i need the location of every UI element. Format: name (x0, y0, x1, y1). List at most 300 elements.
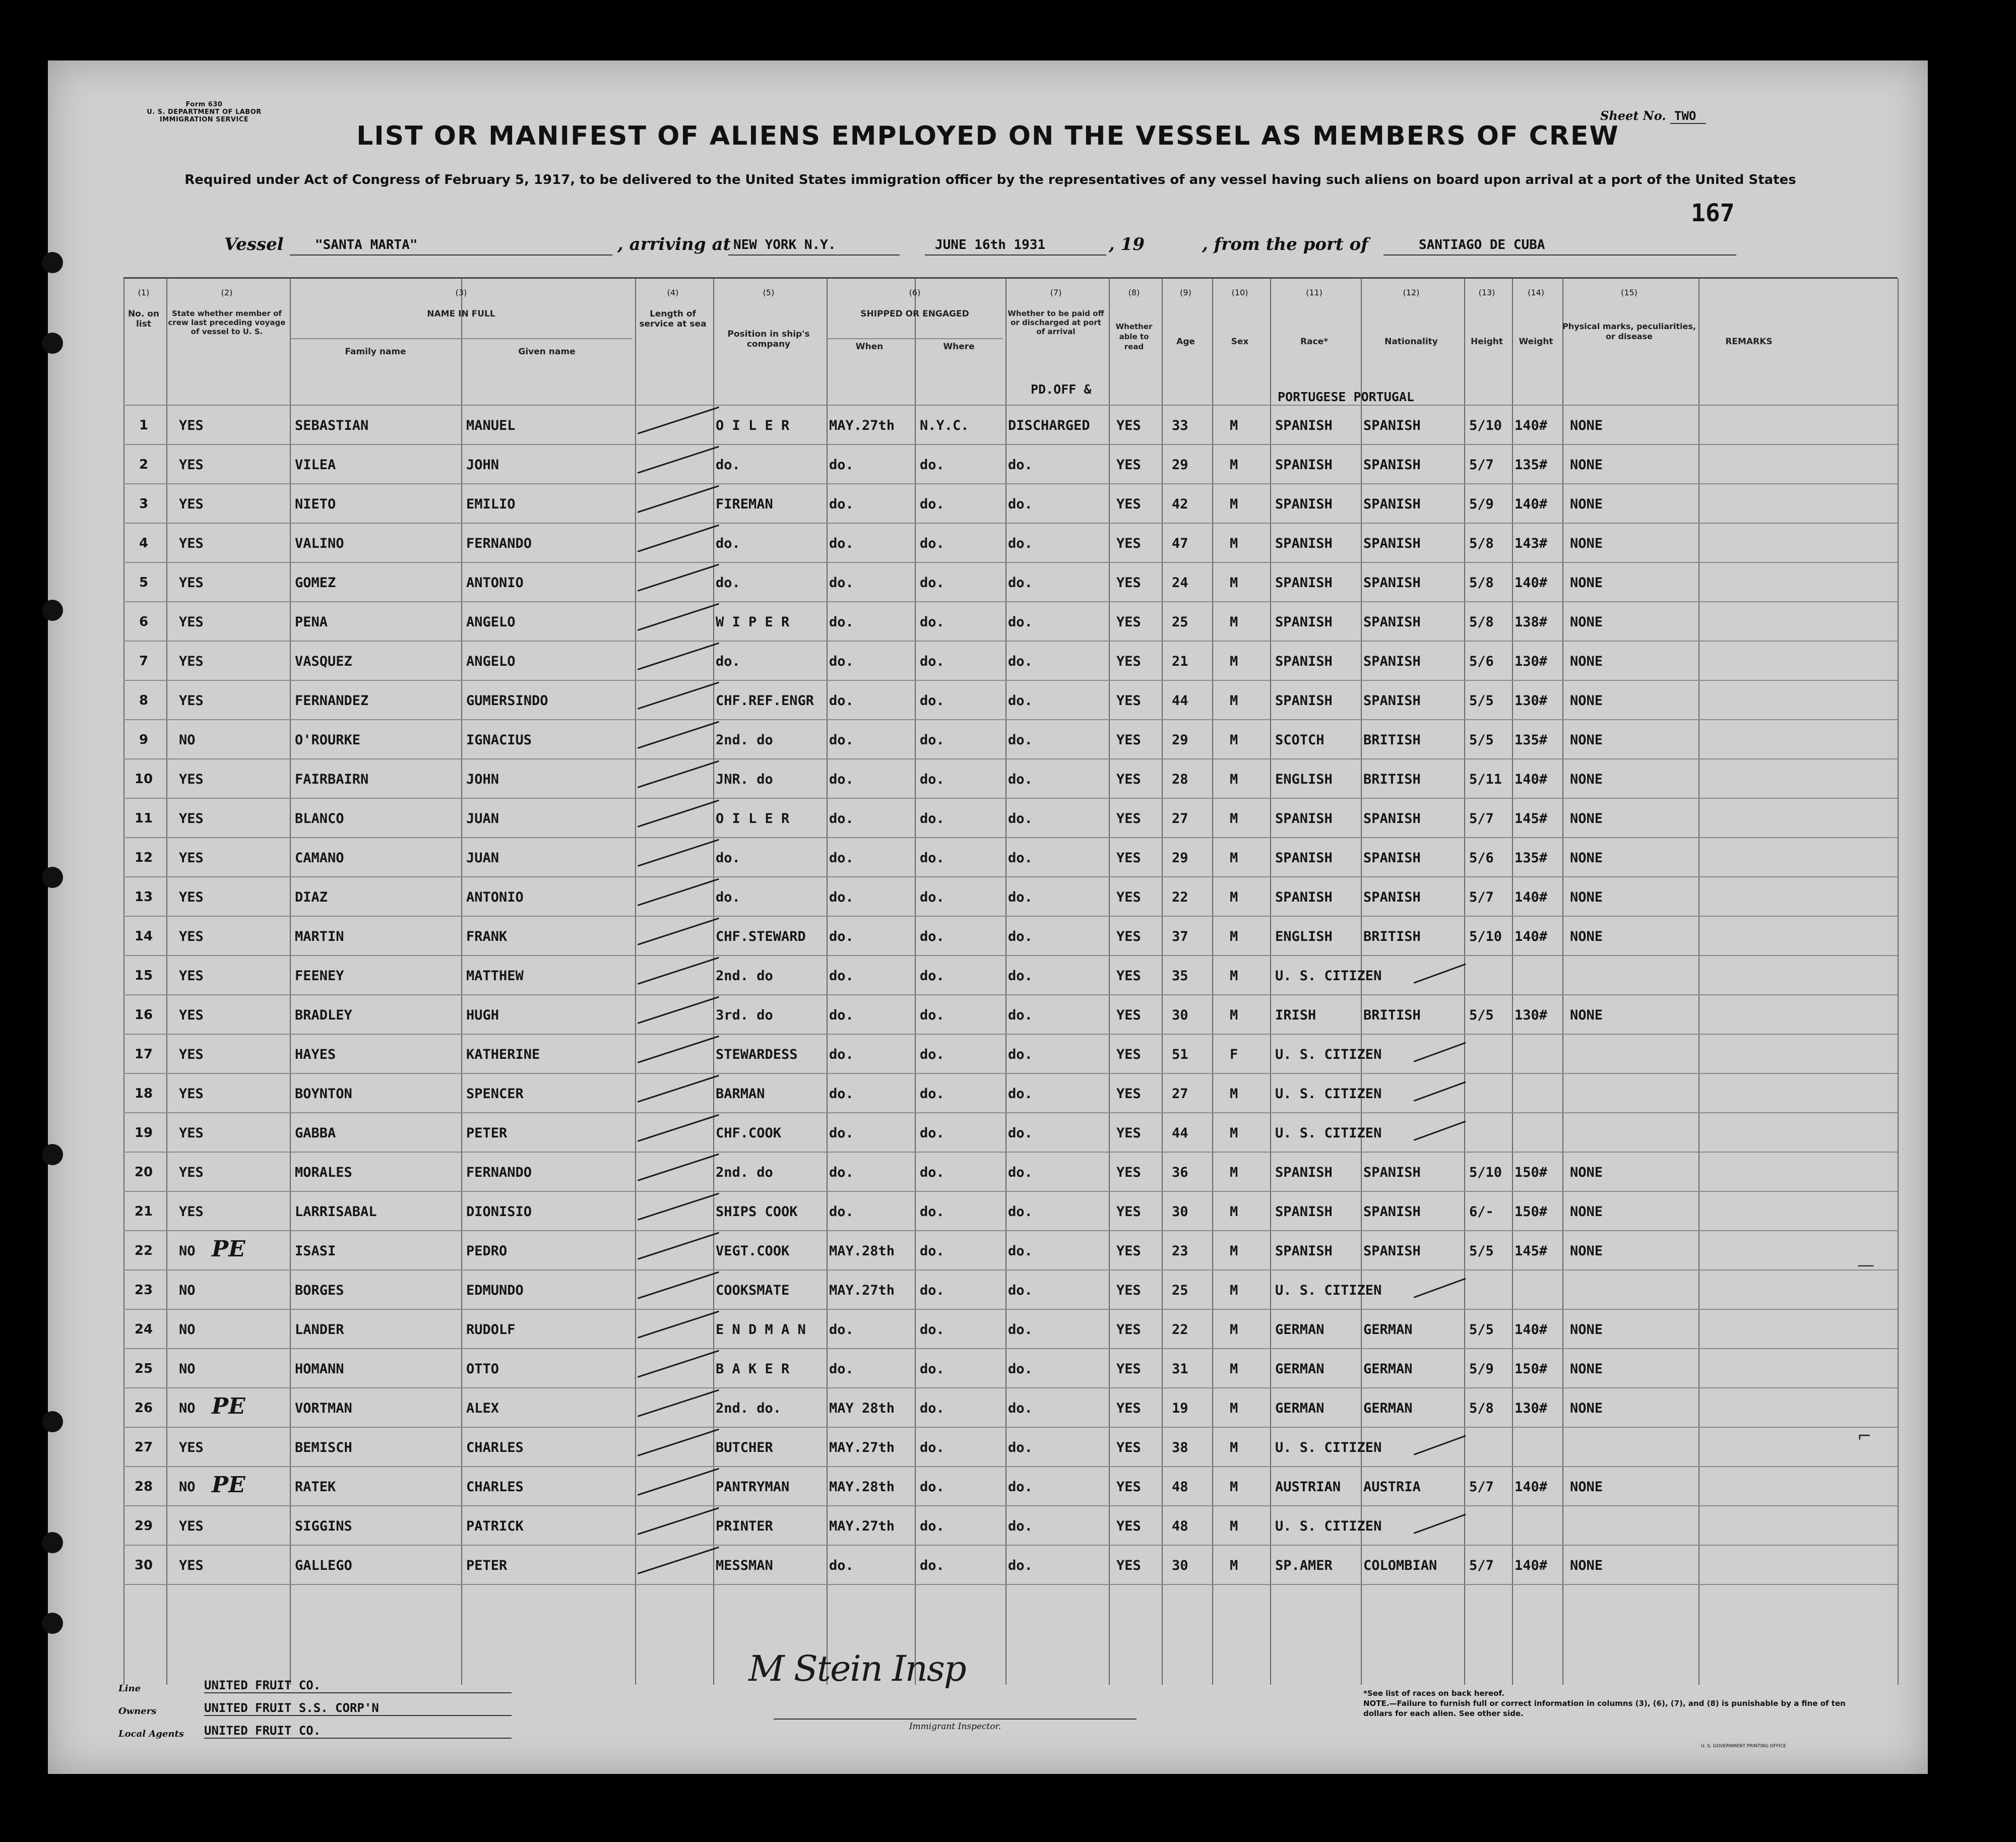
when-cell: MAY.27th (829, 1283, 895, 1298)
given-name-cell: OTTO (466, 1361, 499, 1377)
marks-cell: NONE (1570, 850, 1603, 866)
check-stroke (638, 1272, 720, 1299)
when-cell: MAY.27th (829, 1440, 895, 1455)
row-rule (123, 523, 1898, 524)
family-name-cell: FEENEY (295, 968, 344, 984)
marks-cell: NONE (1570, 693, 1603, 709)
paid-off-cell: do. (1008, 890, 1033, 905)
read-cell: YES (1116, 496, 1141, 512)
punch-hole (42, 333, 63, 354)
weight-cell: 140# (1515, 1558, 1548, 1573)
when-cell: do. (829, 850, 854, 866)
when-cell: MAY.28th (829, 1479, 895, 1495)
weight-cell: 140# (1515, 772, 1548, 787)
when-cell: do. (829, 1125, 854, 1141)
where-cell: do. (920, 1283, 944, 1298)
family-name-cell: MARTIN (295, 929, 344, 944)
year-label: , 19 (1109, 234, 1145, 255)
race-cell: GERMAN (1275, 1322, 1325, 1338)
row-number: 3 (139, 496, 149, 512)
citizen-stroke (1413, 1435, 1466, 1455)
race-cell: GERMAN (1275, 1401, 1325, 1416)
nationality-cell: AUSTRIA (1363, 1479, 1421, 1495)
row-rule (123, 1348, 1898, 1349)
paid-off-cell: do. (1008, 772, 1033, 787)
check-stroke (638, 1429, 720, 1456)
header-sex: Sex (1231, 337, 1249, 347)
row-rule (123, 1152, 1898, 1153)
nationality-cell: SPANISH (1363, 575, 1421, 591)
col-number: (8) (1128, 288, 1140, 297)
line-value: UNITED FRUIT CO. (204, 1678, 512, 1693)
prev-voyage-cell: YES (179, 575, 204, 591)
weight-cell: 145# (1515, 1243, 1548, 1259)
paid-off-cell: do. (1008, 693, 1033, 709)
prev-voyage-cell: YES (179, 1007, 204, 1023)
paid-off-cell: do. (1008, 1283, 1033, 1298)
where-cell: do. (920, 1007, 944, 1023)
paid-off-cell: do. (1008, 968, 1033, 984)
margin-note: ⌐ (1857, 1426, 1872, 1446)
crew-table (123, 277, 1898, 1685)
header-no: No. on list (128, 309, 160, 329)
marks-cell: NONE (1570, 1558, 1603, 1573)
height-cell: 5/8 (1469, 575, 1494, 591)
column-rule (1464, 279, 1465, 1685)
family-name-cell: SIGGINS (295, 1518, 352, 1534)
read-cell: YES (1116, 418, 1141, 433)
nationality-cell: BRITISH (1363, 772, 1421, 787)
race-cell: U. S. CITIZEN (1275, 1086, 1382, 1102)
where-cell: do. (920, 614, 944, 630)
sex-cell: M (1230, 732, 1238, 748)
family-name-cell: HAYES (295, 1047, 336, 1062)
owners-value: UNITED FRUIT S.S. CORP'N (204, 1701, 512, 1716)
prev-voyage-cell: YES (179, 850, 204, 866)
header-name: NAME IN FULL (427, 309, 495, 319)
given-name-cell: JOHN (466, 772, 499, 787)
height-cell: 5/9 (1469, 496, 1494, 512)
header-weight: Weight (1519, 337, 1553, 347)
nationality-cell: SPANISH (1363, 1165, 1421, 1180)
marks-cell: NONE (1570, 1361, 1603, 1377)
inspector-signature: M Stein Insp (748, 1648, 966, 1689)
read-cell: YES (1116, 693, 1141, 709)
height-cell: 5/8 (1469, 614, 1494, 630)
read-cell: YES (1116, 1204, 1141, 1220)
prev-voyage-cell: YES (179, 614, 204, 630)
weight-cell: 130# (1515, 654, 1548, 669)
read-cell: YES (1116, 1283, 1141, 1298)
height-cell: 5/7 (1469, 890, 1494, 905)
prev-voyage-cell: YES (179, 457, 204, 473)
position-cell: CHF.REF.ENGR (716, 693, 814, 709)
punch-hole (42, 1613, 63, 1634)
sex-cell: M (1230, 1007, 1238, 1023)
where-cell: do. (920, 1086, 944, 1102)
where-cell: do. (920, 1125, 944, 1141)
family-name-cell: NIETO (295, 496, 336, 512)
position-cell: BUTCHER (716, 1440, 773, 1455)
paid-off-cell: do. (1008, 1125, 1033, 1141)
agents-value: UNITED FRUIT CO. (204, 1724, 512, 1739)
age-cell: 25 (1172, 1283, 1188, 1298)
age-cell: 23 (1172, 1243, 1188, 1259)
position-cell: PANTRYMAN (716, 1479, 790, 1495)
check-stroke (638, 918, 720, 945)
sex-cell: M (1230, 575, 1238, 591)
position-cell: W I P E R (716, 614, 790, 630)
sex-cell: M (1230, 496, 1238, 512)
height-cell: 5/7 (1469, 1479, 1494, 1495)
row-number: 30 (134, 1558, 153, 1573)
when-cell: do. (829, 1204, 854, 1220)
header-physical-marks: Physical marks, peculiarities, or disease (1562, 322, 1696, 341)
when-cell: do. (829, 1361, 854, 1377)
prev-voyage-cell: YES (179, 1165, 204, 1180)
paid-off-cell: do. (1008, 614, 1033, 630)
column-rule (827, 279, 828, 1685)
weight-cell: 150# (1515, 1165, 1548, 1180)
underline (290, 255, 612, 256)
where-cell: do. (920, 1401, 944, 1416)
paid-off-cell: do. (1008, 1518, 1033, 1534)
family-name-cell: BOYNTON (295, 1086, 352, 1102)
form-id: Form 630 (185, 101, 223, 108)
read-cell: YES (1116, 1047, 1141, 1062)
header-race: Race* (1300, 337, 1329, 347)
prev-voyage-cell: YES (179, 1047, 204, 1062)
nationality-cell: SPANISH (1363, 457, 1421, 473)
family-name-cell: VALINO (295, 536, 344, 551)
when-cell: do. (829, 732, 854, 748)
header-height: Height (1471, 337, 1503, 347)
when-cell: MAY.28th (829, 1243, 895, 1259)
row-rule (123, 1191, 1898, 1192)
row-number: 16 (134, 1007, 153, 1023)
given-name-cell: CHARLES (466, 1479, 524, 1495)
family-name-cell: BORGES (295, 1283, 344, 1298)
row-number: 22 (134, 1243, 153, 1258)
given-name-cell: EDMUNDO (466, 1283, 524, 1298)
age-cell: 30 (1172, 1204, 1188, 1220)
where-cell: do. (920, 732, 944, 748)
height-cell: 5/11 (1469, 772, 1502, 787)
pe-handwritten-mark: PE (212, 1236, 245, 1262)
weight-cell: 140# (1515, 890, 1548, 905)
weight-cell: 145# (1515, 811, 1548, 827)
given-name-cell: DIONISIO (466, 1204, 532, 1220)
punch-hole (42, 1411, 63, 1432)
paid-off-cell: do. (1008, 1440, 1033, 1455)
family-name-cell: VASQUEZ (295, 654, 352, 669)
check-stroke (638, 1389, 720, 1417)
given-name-cell: JOHN (466, 457, 499, 473)
prev-voyage-cell: YES (179, 1558, 204, 1573)
given-name-cell: HUGH (466, 1007, 499, 1023)
position-cell: CHF.STEWARD (716, 929, 806, 944)
header-age: Age (1176, 337, 1195, 347)
position-cell: COOKSMATE (716, 1283, 790, 1298)
marks-cell: NONE (1570, 1243, 1603, 1259)
col-number: (14) (1528, 288, 1544, 297)
age-cell: 30 (1172, 1558, 1188, 1573)
row-rule (123, 405, 1898, 406)
when-cell: do. (829, 772, 854, 787)
sheet-no-label: Sheet No. (1600, 108, 1666, 123)
given-name-cell: IGNACIUS (466, 732, 532, 748)
height-cell: 5/10 (1469, 418, 1502, 433)
nationality-cell: BRITISH (1363, 732, 1421, 748)
when-cell: do. (829, 1047, 854, 1062)
where-cell: do. (920, 1518, 944, 1534)
marks-cell: NONE (1570, 1401, 1603, 1416)
row-rule (123, 483, 1898, 484)
agents-label: Local Agents (118, 1729, 184, 1739)
race-cell: U. S. CITIZEN (1275, 1440, 1382, 1455)
race-cell: U. S. CITIZEN (1275, 1283, 1382, 1298)
row-number: 20 (134, 1165, 153, 1180)
where-cell: do. (920, 693, 944, 709)
where-cell: do. (920, 457, 944, 473)
weight-cell: 130# (1515, 693, 1548, 709)
check-stroke (638, 643, 720, 670)
read-cell: YES (1116, 1518, 1141, 1534)
age-cell: 48 (1172, 1479, 1188, 1495)
sex-cell: M (1230, 1125, 1238, 1141)
sex-cell: M (1230, 772, 1238, 787)
header-prev-voyage: State whether member of crew last preceding voyage of vessel to U. S. (168, 309, 286, 336)
age-cell: 36 (1172, 1165, 1188, 1180)
marks-cell: NONE (1570, 811, 1603, 827)
read-cell: YES (1116, 1361, 1141, 1377)
where-cell: do. (920, 1322, 944, 1338)
header-where: Where (943, 342, 975, 352)
family-name-cell: LARRISABAL (295, 1204, 377, 1220)
read-cell: YES (1116, 1243, 1141, 1259)
position-cell: do. (716, 890, 740, 905)
sex-cell: M (1230, 850, 1238, 866)
weight-cell: 135# (1515, 850, 1548, 866)
where-cell: do. (920, 1243, 944, 1259)
race-cell: AUSTRIAN (1275, 1479, 1341, 1495)
race-cell: SPANISH (1275, 1204, 1333, 1220)
sex-cell: M (1230, 654, 1238, 669)
read-cell: YES (1116, 1401, 1141, 1416)
nationality-cell: SPANISH (1363, 418, 1421, 433)
header-when: When (855, 342, 884, 352)
check-stroke (638, 682, 720, 710)
check-stroke (638, 878, 720, 906)
read-cell: YES (1116, 1322, 1141, 1338)
when-cell: do. (829, 811, 854, 827)
height-cell: 5/5 (1469, 1007, 1494, 1023)
weight-cell: 140# (1515, 1479, 1548, 1495)
read-cell: YES (1116, 614, 1141, 630)
column-rule (1270, 279, 1271, 1685)
position-cell: B A K E R (716, 1361, 790, 1377)
given-name-cell: ANGELO (466, 614, 516, 630)
paid-off-cell: do. (1008, 1401, 1033, 1416)
paid-off-cell: do. (1008, 1479, 1033, 1495)
header-rule (290, 338, 633, 339)
paid-off-cell: do. (1008, 536, 1033, 551)
age-cell: 44 (1172, 1125, 1188, 1141)
age-cell: 47 (1172, 536, 1188, 551)
row-number: 5 (139, 575, 149, 590)
position-cell: do. (716, 536, 740, 551)
row-number: 6 (139, 614, 149, 629)
column-rule (461, 279, 462, 1685)
arriving-label: , arriving at (617, 234, 731, 255)
race-cell: U. S. CITIZEN (1275, 1047, 1382, 1062)
where-cell: do. (920, 1479, 944, 1495)
vessel-name: "SANTA MARTA" (315, 237, 418, 252)
when-cell: MAY 28th (829, 1401, 895, 1416)
race-cell: ENGLISH (1275, 929, 1333, 944)
owners-label: Owners (118, 1706, 157, 1717)
position-cell: VEGT.COOK (716, 1243, 790, 1259)
height-cell: 5/8 (1469, 536, 1494, 551)
column-rule (635, 279, 636, 1685)
row-rule (123, 1269, 1898, 1271)
paid-off-cell: do. (1008, 1361, 1033, 1377)
service: IMMIGRATION SERVICE (159, 116, 249, 123)
age-cell: 28 (1172, 772, 1188, 787)
header-length-service: Length of service at sea (639, 309, 707, 329)
footnote (1363, 1688, 1872, 1719)
height-cell: 5/5 (1469, 1243, 1494, 1259)
col-number: (5) (763, 288, 775, 297)
check-stroke (638, 1114, 720, 1142)
paid-off-cell: do. (1008, 1086, 1033, 1102)
position-cell: 2nd. do (716, 732, 773, 748)
age-cell: 22 (1172, 890, 1188, 905)
row-rule (123, 758, 1898, 759)
marks-cell: NONE (1570, 1322, 1603, 1338)
row-number: 8 (139, 693, 149, 708)
paid-off-cell: do. (1008, 575, 1033, 591)
row-rule (123, 994, 1898, 995)
given-name-cell: PATRICK (466, 1518, 524, 1534)
col-number: (15) (1621, 288, 1637, 297)
nationality-cell: SPANISH (1363, 1243, 1421, 1259)
row-rule (123, 1545, 1898, 1546)
marks-cell: NONE (1570, 1204, 1603, 1220)
position-cell: do. (716, 575, 740, 591)
read-cell: YES (1116, 536, 1141, 551)
race-cell: SPANISH (1275, 418, 1333, 433)
position-cell: PRINTER (716, 1518, 773, 1534)
column-rule (1109, 279, 1110, 1685)
paid-off-cell: do. (1008, 1007, 1033, 1023)
marks-cell: NONE (1570, 929, 1603, 944)
prev-voyage-cell: NO (179, 1401, 196, 1416)
row-rule (123, 1034, 1898, 1035)
where-cell: do. (920, 968, 944, 984)
race-cell: U. S. CITIZEN (1275, 1125, 1382, 1141)
age-cell: 30 (1172, 1007, 1188, 1023)
check-stroke (638, 564, 720, 592)
marks-cell: NONE (1570, 1479, 1603, 1495)
row-rule (123, 444, 1898, 445)
prev-voyage-cell: YES (179, 968, 204, 984)
weight-cell: 150# (1515, 1204, 1548, 1220)
position-cell: O I L E R (716, 811, 790, 827)
row-rule (123, 955, 1898, 956)
paid-off-cell: do. (1008, 850, 1033, 866)
header-rule (827, 338, 1003, 339)
height-cell: 5/5 (1469, 732, 1494, 748)
column-rule (1212, 279, 1213, 1685)
given-name-cell: FERNANDO (466, 1165, 532, 1180)
position-cell: 3rd. do (716, 1007, 773, 1023)
given-name-cell: FERNANDO (466, 536, 532, 551)
when-cell: do. (829, 654, 854, 669)
given-name-cell: ALEX (466, 1401, 499, 1416)
row-rule (123, 641, 1898, 642)
where-cell: do. (920, 1204, 944, 1220)
sex-cell: M (1230, 1086, 1238, 1102)
where-cell: do. (920, 1165, 944, 1180)
sex-cell: M (1230, 1518, 1238, 1534)
row-number: 14 (134, 929, 153, 944)
where-cell: do. (920, 1361, 944, 1377)
family-name-cell: CAMANO (295, 850, 344, 866)
row-number: 1 (139, 418, 149, 433)
prev-voyage-cell: YES (179, 929, 204, 944)
row-number: 15 (134, 968, 153, 983)
column-rule (915, 279, 916, 1685)
read-cell: YES (1116, 654, 1141, 669)
paid-off-cell: do. (1008, 1204, 1033, 1220)
position-cell: JNR. do (716, 772, 773, 787)
punch-hole (42, 252, 63, 273)
when-cell: MAY.27th (829, 1518, 895, 1534)
sex-cell: M (1230, 1401, 1238, 1416)
row-rule (123, 680, 1898, 681)
paid-off-cell: do. (1008, 732, 1033, 748)
row-rule (123, 562, 1898, 563)
prev-voyage-cell: YES (179, 1440, 204, 1455)
read-cell: YES (1116, 772, 1141, 787)
header-shipped: SHIPPED OR ENGAGED (860, 309, 969, 319)
weight-cell: 135# (1515, 457, 1548, 473)
where-cell: do. (920, 929, 944, 944)
given-name-cell: ANGELO (466, 654, 516, 669)
paid-off-cell: do. (1008, 1558, 1033, 1573)
sex-cell: M (1230, 929, 1238, 944)
check-stroke (638, 1350, 720, 1378)
col-number: (7) (1050, 288, 1062, 297)
vessel-label: Vessel (224, 234, 284, 255)
race-cell: SPANISH (1275, 536, 1333, 551)
check-stroke (638, 1154, 720, 1181)
family-name-cell: FAIRBAIRN (295, 772, 369, 787)
column-rule (1898, 279, 1899, 1685)
check-stroke (638, 800, 720, 828)
marks-cell: NONE (1570, 536, 1603, 551)
nationality-cell: SPANISH (1363, 614, 1421, 630)
column-rule (1562, 279, 1563, 1685)
when-cell: do. (829, 968, 854, 984)
height-cell: 5/6 (1469, 654, 1494, 669)
read-cell: YES (1116, 811, 1141, 827)
prev-voyage-cell: YES (179, 536, 204, 551)
where-cell: do. (920, 772, 944, 787)
family-name-cell: BRADLEY (295, 1007, 352, 1023)
given-name-cell: JUAN (466, 811, 499, 827)
